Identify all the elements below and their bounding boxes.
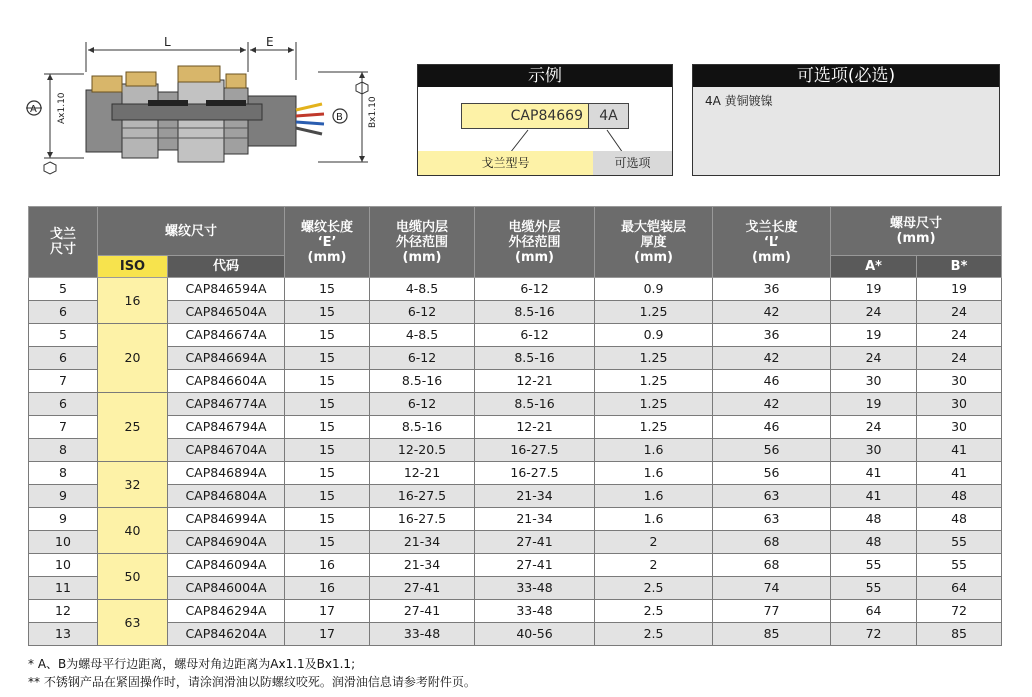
cell-armour: 1.25 xyxy=(595,301,713,324)
cell-armour: 1.6 xyxy=(595,508,713,531)
cell-nut-b: 30 xyxy=(917,393,1002,416)
cell-size: 5 xyxy=(29,278,98,301)
cell-nut-a: 19 xyxy=(831,393,917,416)
cell-inner-diameter: 12-20.5 xyxy=(370,439,475,462)
spec-table xyxy=(28,206,1002,646)
cell-thread-length: 15 xyxy=(285,324,370,347)
cell-gland-length: 74 xyxy=(713,577,831,600)
footnote-1: * A、B为螺母平行边距离，螺母对角边距离为Ax1.1及Bx1.1; xyxy=(28,657,356,671)
table-row xyxy=(29,301,1002,324)
table-row xyxy=(29,439,1002,462)
dim-e-label: E xyxy=(266,35,274,49)
cell-gland-length: 68 xyxy=(713,554,831,577)
table-row xyxy=(29,324,1002,347)
table-row xyxy=(29,577,1002,600)
cell-size: 7 xyxy=(29,370,98,393)
example-code: CAP84669 xyxy=(462,104,588,128)
table-row xyxy=(29,278,1002,301)
cell-gland-length: 42 xyxy=(713,301,831,324)
cell-gland-length: 36 xyxy=(713,278,831,301)
cell-armour: 2 xyxy=(595,531,713,554)
cell-thread-length: 15 xyxy=(285,508,370,531)
cell-armour: 2.5 xyxy=(595,577,713,600)
cell-nut-a: 41 xyxy=(831,485,917,508)
cell-nut-b: 64 xyxy=(917,577,1002,600)
table-row xyxy=(29,485,1002,508)
cell-nut-a: 48 xyxy=(831,508,917,531)
cell-thread-length: 15 xyxy=(285,485,370,508)
table-row xyxy=(29,347,1002,370)
cell-code: CAP846004A xyxy=(168,577,285,600)
header-iso: ISO xyxy=(98,256,168,278)
cell-inner-diameter: 33-48 xyxy=(370,623,475,646)
options-panel xyxy=(692,64,1000,176)
cell-outer-diameter: 12-21 xyxy=(475,370,595,393)
footnote-2: ** 不锈钢产品在紧固操作时，请涂润滑油以防螺纹咬死。润滑油信息请参考附件页。 xyxy=(28,675,476,689)
table-row xyxy=(29,554,1002,577)
cell-code: CAP846504A xyxy=(168,301,285,324)
cell-thread-length: 15 xyxy=(285,416,370,439)
cell-armour: 0.9 xyxy=(595,324,713,347)
cell-code: CAP846604A xyxy=(168,370,285,393)
cell-gland-length: 77 xyxy=(713,600,831,623)
cell-armour: 1.6 xyxy=(595,462,713,485)
header-size: 戈兰 尺寸 xyxy=(29,207,98,278)
header-a: A* xyxy=(831,256,917,278)
options-title: 可选项(必选) xyxy=(693,65,999,87)
cell-outer-diameter: 40-56 xyxy=(475,623,595,646)
cell-gland-length: 85 xyxy=(713,623,831,646)
cell-nut-a: 55 xyxy=(831,577,917,600)
cell-gland-length: 56 xyxy=(713,439,831,462)
table-row xyxy=(29,370,1002,393)
cell-size: 9 xyxy=(29,508,98,531)
cell-nut-b: 85 xyxy=(917,623,1002,646)
table-row xyxy=(29,462,1002,485)
cell-iso: 40 xyxy=(98,508,168,554)
cable-gland-diagram xyxy=(22,30,390,180)
cell-nut-b: 19 xyxy=(917,278,1002,301)
cell-thread-length: 15 xyxy=(285,370,370,393)
legend-option: 可选项 xyxy=(593,151,672,175)
cell-nut-a: 41 xyxy=(831,462,917,485)
cell-nut-a: 64 xyxy=(831,600,917,623)
cell-nut-a: 48 xyxy=(831,531,917,554)
cell-code: CAP846894A xyxy=(168,462,285,485)
cell-armour: 0.9 xyxy=(595,278,713,301)
cell-nut-b: 55 xyxy=(917,554,1002,577)
cell-nut-a: 24 xyxy=(831,416,917,439)
footnotes xyxy=(28,655,476,691)
cell-inner-diameter: 4-8.5 xyxy=(370,278,475,301)
cell-inner-diameter: 21-34 xyxy=(370,531,475,554)
cell-thread-length: 15 xyxy=(285,278,370,301)
cell-size: 6 xyxy=(29,393,98,416)
cell-gland-length: 42 xyxy=(713,393,831,416)
cell-nut-b: 55 xyxy=(917,531,1002,554)
cell-outer-diameter: 12-21 xyxy=(475,416,595,439)
cell-outer-diameter: 21-34 xyxy=(475,485,595,508)
cell-outer-diameter: 6-12 xyxy=(475,324,595,347)
cell-thread-length: 15 xyxy=(285,531,370,554)
header-armour: 最大铠装层 厚度 (mm) xyxy=(595,207,713,278)
cell-size: 5 xyxy=(29,324,98,347)
header-inner-diameter: 电缆内层 外径范围 (mm) xyxy=(370,207,475,278)
cell-nut-b: 41 xyxy=(917,462,1002,485)
cell-code: CAP846804A xyxy=(168,485,285,508)
cell-gland-length: 42 xyxy=(713,347,831,370)
cell-armour: 1.25 xyxy=(595,393,713,416)
options-text: 4A 黄铜镀镍 xyxy=(705,94,773,108)
cell-thread-length: 15 xyxy=(285,347,370,370)
cell-code: CAP846904A xyxy=(168,531,285,554)
cell-iso: 25 xyxy=(98,393,168,462)
cell-outer-diameter: 21-34 xyxy=(475,508,595,531)
cell-code: CAP846994A xyxy=(168,508,285,531)
example-option: 4A xyxy=(588,104,628,128)
cell-code: CAP846294A xyxy=(168,600,285,623)
spec-table-body xyxy=(29,278,1002,646)
cell-outer-diameter: 8.5-16 xyxy=(475,393,595,416)
cell-nut-b: 24 xyxy=(917,347,1002,370)
cell-armour: 1.25 xyxy=(595,416,713,439)
cell-thread-length: 17 xyxy=(285,600,370,623)
header-code: 代码 xyxy=(168,256,285,278)
cell-size: 8 xyxy=(29,439,98,462)
cell-outer-diameter: 27-41 xyxy=(475,554,595,577)
cell-nut-a: 19 xyxy=(831,278,917,301)
header-outer-diameter: 电缆外层 外径范围 (mm) xyxy=(475,207,595,278)
cell-size: 7 xyxy=(29,416,98,439)
cell-inner-diameter: 27-41 xyxy=(370,600,475,623)
cell-iso: 32 xyxy=(98,462,168,508)
cell-outer-diameter: 33-48 xyxy=(475,577,595,600)
cell-code: CAP846094A xyxy=(168,554,285,577)
table-row xyxy=(29,600,1002,623)
cell-size: 6 xyxy=(29,347,98,370)
cell-nut-b: 48 xyxy=(917,485,1002,508)
cell-nut-b: 30 xyxy=(917,416,1002,439)
cell-size: 11 xyxy=(29,577,98,600)
cell-nut-a: 72 xyxy=(831,623,917,646)
cell-nut-a: 30 xyxy=(831,370,917,393)
header-nut: 螺母尺寸 (mm) xyxy=(831,207,1002,256)
legend-gland-type: 戈兰型号 xyxy=(418,151,593,175)
cell-size: 12 xyxy=(29,600,98,623)
cell-iso: 50 xyxy=(98,554,168,600)
cell-outer-diameter: 8.5-16 xyxy=(475,347,595,370)
cell-size: 13 xyxy=(29,623,98,646)
cell-code: CAP846774A xyxy=(168,393,285,416)
cell-gland-length: 46 xyxy=(713,416,831,439)
cell-inner-diameter: 6-12 xyxy=(370,301,475,324)
wrench-a-text: A xyxy=(30,104,37,115)
cell-thread-length: 16 xyxy=(285,577,370,600)
cell-armour: 1.25 xyxy=(595,370,713,393)
cell-nut-b: 30 xyxy=(917,370,1002,393)
cell-iso: 20 xyxy=(98,324,168,393)
dim-a-label: Ax1.10 xyxy=(57,92,67,124)
hex-a-icon xyxy=(44,162,56,174)
table-row xyxy=(29,393,1002,416)
cell-nut-b: 72 xyxy=(917,600,1002,623)
cell-inner-diameter: 12-21 xyxy=(370,462,475,485)
cell-outer-diameter: 16-27.5 xyxy=(475,439,595,462)
cell-nut-a: 19 xyxy=(831,324,917,347)
cell-code: CAP846704A xyxy=(168,439,285,462)
cell-size: 8 xyxy=(29,462,98,485)
cell-armour: 1.6 xyxy=(595,439,713,462)
cell-inner-diameter: 16-27.5 xyxy=(370,485,475,508)
wrench-b-icon xyxy=(333,109,347,123)
cell-nut-a: 24 xyxy=(831,301,917,324)
dim-b-label: Bx1.10 xyxy=(368,96,378,128)
cell-code: CAP846204A xyxy=(168,623,285,646)
cell-armour: 1.25 xyxy=(595,347,713,370)
cell-iso: 63 xyxy=(98,600,168,646)
header-gland-length: 戈兰长度 ‘L’ (mm) xyxy=(713,207,831,278)
cell-gland-length: 46 xyxy=(713,370,831,393)
cell-size: 10 xyxy=(29,554,98,577)
cell-outer-diameter: 6-12 xyxy=(475,278,595,301)
cell-nut-a: 30 xyxy=(831,439,917,462)
cell-size: 9 xyxy=(29,485,98,508)
cell-gland-length: 63 xyxy=(713,508,831,531)
wrench-b-text: B xyxy=(336,112,343,123)
table-row xyxy=(29,508,1002,531)
table-row xyxy=(29,416,1002,439)
cell-code: CAP846794A xyxy=(168,416,285,439)
cell-inner-diameter: 16-27.5 xyxy=(370,508,475,531)
cell-code: CAP846694A xyxy=(168,347,285,370)
example-title: 示例 xyxy=(418,65,672,87)
cell-armour: 2 xyxy=(595,554,713,577)
cell-outer-diameter: 27-41 xyxy=(475,531,595,554)
cell-code: CAP846594A xyxy=(168,278,285,301)
header-b: B* xyxy=(917,256,1002,278)
header-thread: 螺纹尺寸 xyxy=(98,207,285,256)
cell-thread-length: 15 xyxy=(285,301,370,324)
cell-armour: 1.6 xyxy=(595,485,713,508)
cell-armour: 2.5 xyxy=(595,600,713,623)
cell-gland-length: 36 xyxy=(713,324,831,347)
cell-outer-diameter: 33-48 xyxy=(475,600,595,623)
cell-nut-b: 41 xyxy=(917,439,1002,462)
cell-gland-length: 56 xyxy=(713,462,831,485)
cell-thread-length: 15 xyxy=(285,439,370,462)
header-thread-length: 螺纹长度 ‘E’ (mm) xyxy=(285,207,370,278)
cell-size: 6 xyxy=(29,301,98,324)
cell-nut-b: 24 xyxy=(917,301,1002,324)
gland-body xyxy=(86,66,324,162)
cell-inner-diameter: 6-12 xyxy=(370,347,475,370)
cell-thread-length: 17 xyxy=(285,623,370,646)
cell-armour: 2.5 xyxy=(595,623,713,646)
cell-inner-diameter: 8.5-16 xyxy=(370,416,475,439)
cell-nut-a: 24 xyxy=(831,347,917,370)
cell-inner-diameter: 21-34 xyxy=(370,554,475,577)
cell-code: CAP846674A xyxy=(168,324,285,347)
cell-gland-length: 68 xyxy=(713,531,831,554)
cell-gland-length: 63 xyxy=(713,485,831,508)
cell-outer-diameter: 8.5-16 xyxy=(475,301,595,324)
cell-inner-diameter: 8.5-16 xyxy=(370,370,475,393)
wrench-a-icon xyxy=(26,101,42,115)
table-row xyxy=(29,531,1002,554)
example-code-box xyxy=(461,103,629,129)
cell-inner-diameter: 6-12 xyxy=(370,393,475,416)
cell-outer-diameter: 16-27.5 xyxy=(475,462,595,485)
cell-iso: 16 xyxy=(98,278,168,324)
example-panel xyxy=(417,64,673,176)
cell-size: 10 xyxy=(29,531,98,554)
cell-inner-diameter: 27-41 xyxy=(370,577,475,600)
cell-thread-length: 15 xyxy=(285,462,370,485)
table-row xyxy=(29,623,1002,646)
cell-thread-length: 16 xyxy=(285,554,370,577)
cell-nut-b: 24 xyxy=(917,324,1002,347)
cell-nut-b: 48 xyxy=(917,508,1002,531)
cell-nut-a: 55 xyxy=(831,554,917,577)
cell-thread-length: 15 xyxy=(285,393,370,416)
cell-inner-diameter: 4-8.5 xyxy=(370,324,475,347)
dim-l-label: L xyxy=(164,35,171,49)
